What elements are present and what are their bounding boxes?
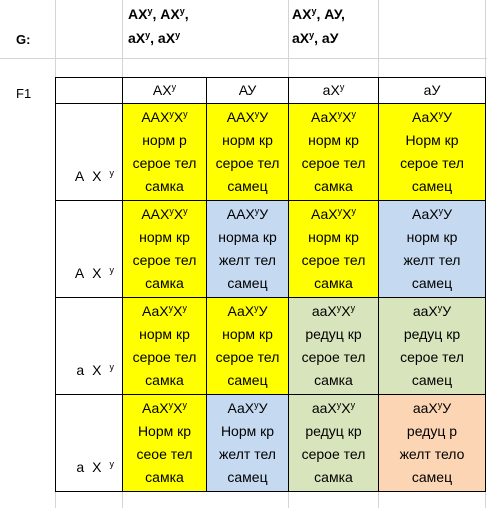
- column-header[interactable]: АУ: [207, 78, 289, 104]
- offspring-cell[interactable]: ааХ$^у$У редуц р желт тело самец: [379, 395, 486, 492]
- offspring-cell[interactable]: АаХ$^у$У Норм кр желт тел самец: [207, 395, 289, 492]
- offspring-cell[interactable]: $ААХ^уХ^у$ норм р серое тел самка: [123, 104, 207, 201]
- offspring-cell[interactable]: $ААХ^уУ$ норма кр желт тел самец: [207, 201, 289, 298]
- column-header[interactable]: $АХ^у$: [123, 78, 207, 104]
- female-gametes: [128, 2, 189, 50]
- row-header[interactable]: А Х $^у$: [56, 201, 123, 298]
- column-header[interactable]: аУ: [379, 78, 486, 104]
- offspring-cell[interactable]: $АаХ^уХ^у$ Норм кр сеое тел самка: [123, 395, 207, 492]
- offspring-cell[interactable]: $ААХ^уХ^у$ норм кр серое тел самка: [123, 201, 207, 298]
- male-gametes-line-2: $аХ^у$, аУ: [292, 30, 339, 46]
- row-header[interactable]: А Х $^у$: [56, 104, 123, 201]
- offspring-cell[interactable]: $ААХ^уУ$ норм кр серое тел самец: [207, 104, 289, 201]
- offspring-cell[interactable]: АаХ$^у$У Норм кр серое тел самец: [379, 104, 486, 201]
- offspring-cell[interactable]: $ааХ^уХ^у$ редуц кр серое тел самка: [289, 395, 379, 492]
- table-row: [56, 395, 486, 492]
- gametes-label: G:: [16, 32, 31, 47]
- corner-cell[interactable]: [56, 78, 123, 104]
- header-row: [56, 78, 486, 104]
- offspring-cell[interactable]: ааХ$^у$У редуц кр серое тел самец: [379, 298, 486, 395]
- male-gametes-line-1: $АХ^у$, АУ,: [292, 6, 345, 22]
- f1-label: F1: [16, 86, 32, 101]
- punnett-square: [55, 77, 486, 492]
- offspring-cell[interactable]: $ааХ^уХ^у$ редуц кр серое тел самка: [289, 298, 379, 395]
- gridline: [0, 58, 487, 59]
- table-row: [56, 201, 486, 298]
- offspring-cell[interactable]: АаХ$^у$У норм кр серое тел самец: [207, 298, 289, 395]
- offspring-cell[interactable]: $АаХ^уХ^у$ норм кр серое тел самка: [289, 201, 379, 298]
- offspring-cell[interactable]: $АаХ^уХ^у$ норм кр серое тел самка: [289, 104, 379, 201]
- row-header[interactable]: а Х $^у$: [56, 395, 123, 492]
- column-header[interactable]: $аХ^у$: [289, 78, 379, 104]
- row-header[interactable]: а Х $^у$: [56, 298, 123, 395]
- female-gametes-line-2: $аХ^у$, $аХ^у$: [128, 30, 181, 46]
- offspring-cell[interactable]: $АаХ^уХ^у$ норм кр серое тел самка: [123, 298, 207, 395]
- table-row: [56, 104, 486, 201]
- female-gametes-line-1: $АХ^у$, $АХ^у$,: [128, 6, 189, 22]
- male-gametes: [292, 2, 345, 50]
- offspring-cell[interactable]: АаХ$^у$У норм кр желт тел самец: [379, 201, 486, 298]
- table-row: [56, 298, 486, 395]
